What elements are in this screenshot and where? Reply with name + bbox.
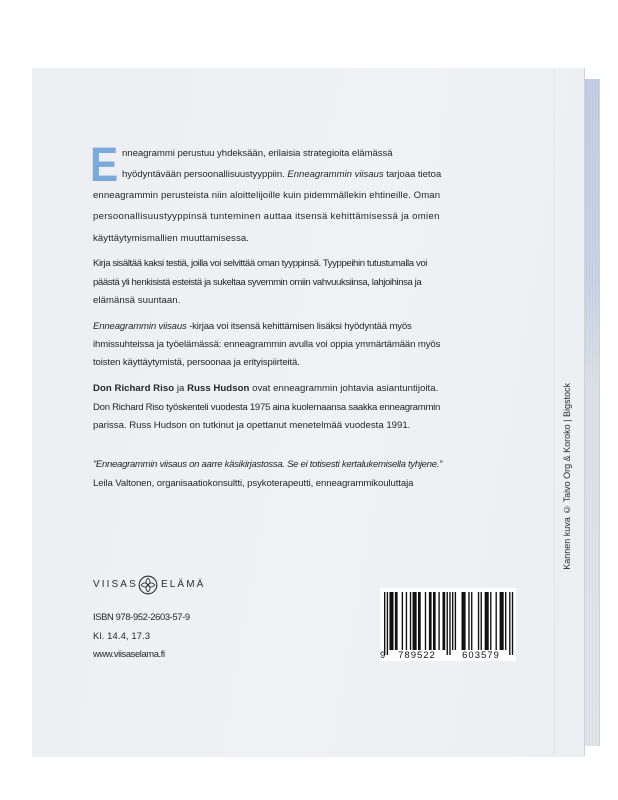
barcode-bar <box>384 592 385 655</box>
barcode-bar <box>512 592 513 655</box>
barcode-bar <box>496 592 497 650</box>
line-text: nneagrammi perustuu yhdeksään, erilaisia strategioita elämässä <box>122 148 393 159</box>
cover-image-credit: Kannen kuva © Taivo Org & Koroko | Bigstock <box>562 383 572 570</box>
paragraph-3-line-1 <box>93 321 412 333</box>
paragraph-1-line-1 <box>122 148 393 160</box>
barcode-bar <box>455 592 456 650</box>
book-title-italic: Enneagrammin viisaus <box>93 321 187 332</box>
line-text: ihmissuhteissa ja työelämässä: enneagrammin avulla voi oppia ymmärtämään myös <box>93 339 441 350</box>
barcode-bar <box>425 592 426 650</box>
author-name-bold: Russ Hudson <box>187 383 250 394</box>
quote-attribution: Leila Valtonen, organisaatiokonsultti, psykoterapeutti, enneagrammikouluttaja <box>93 478 414 489</box>
line-text: persoonallisuustyyppinsä tunteminen auttaa itsensä kehittämisessä ja omien <box>93 211 440 222</box>
barcode-bar <box>418 592 421 650</box>
cover-fold-line <box>554 68 555 756</box>
barcode-bar <box>406 592 407 650</box>
ean-barcode <box>380 588 516 661</box>
barcode-bar <box>447 592 448 655</box>
book-title-italic: Enneagrammin viisaus <box>287 169 384 180</box>
line-text: tarjoaa tietoa <box>383 169 442 180</box>
barcode-bar <box>442 592 445 650</box>
author-name-bold: Don Richard Riso <box>93 383 175 394</box>
line-text: ovat enneagrammin johtavia asiantuntijoita. <box>249 383 439 394</box>
publisher-website: www.viisaselama.fi <box>93 648 165 659</box>
line-text: käyttäytymismallien muuttamisessa. <box>93 233 250 244</box>
paragraph-3-line-3 <box>93 357 300 369</box>
line-text: hyödyntävään persoonallisuustyyppiin. <box>122 169 288 180</box>
line-text: Don Richard Riso työskenteli vuodesta 1975 aina kuolemaansa saakka enneagrammin <box>93 402 441 413</box>
paragraph-4-line-2 <box>93 402 440 414</box>
review-quote: ”Enneagrammin viisaus on aarre käsikirjastossa. Se ei totisesti kertalukemisella tyhjene.” <box>93 459 442 470</box>
barcode-bar <box>485 592 489 650</box>
line-text: elämänsä suuntaan. <box>93 295 181 306</box>
paragraph-1-line-2 <box>122 169 441 181</box>
line-text: Kirja sisältää kaksi testiä, joilla voi selvittää oman tyyppinsä. Tyyppeihin tutustumalla voi <box>93 258 427 269</box>
barcode-bar <box>462 592 466 650</box>
barcode-bar <box>402 592 403 650</box>
barcode-bar <box>452 592 453 650</box>
emblem-petals <box>141 578 155 592</box>
barcode-bar <box>413 592 417 650</box>
barcode-bar <box>438 592 439 650</box>
book-page-edges <box>583 79 600 746</box>
barcode-bar <box>478 592 479 650</box>
barcode-bar <box>395 592 398 650</box>
barcode-bar <box>490 592 491 650</box>
publisher-name-right: ELÄMÄ <box>161 579 206 590</box>
paragraph-1-line-5 <box>93 233 249 245</box>
drop-cap-letter: E <box>90 139 119 192</box>
paragraph-3-line-2 <box>93 339 440 351</box>
barcode-bars <box>384 592 514 655</box>
paragraph-2-line-1 <box>93 258 427 270</box>
barcode-bar <box>505 592 506 650</box>
barcode-bar <box>471 592 472 650</box>
paragraph-2-line-2 <box>93 277 421 289</box>
line-text: päästä yli henkisistä esteistä ja sukeltaa syvemmin omiin vahvuuksiinsa, lahjoihinsa ja <box>93 277 422 288</box>
barcode-bar <box>387 592 388 655</box>
line-text: -kirjaa voi itsensä kehittämisen lisäksi hyödyntää myös <box>186 321 412 332</box>
paragraph-4-line-3 <box>93 420 410 432</box>
line-text: enneagrammin perusteista niin aloittelijoille kuin pidemmällekin ehtineille. Oman <box>93 190 441 201</box>
barcode-left-digits: 789522 <box>398 650 436 661</box>
barcode-first-digit: 9 <box>380 650 386 661</box>
isbn-number: ISBN 978-952-2603-57-9 <box>93 611 190 622</box>
paragraph-4-line-1 <box>93 383 438 395</box>
publisher-name-left: VIISAS <box>93 579 138 590</box>
paragraph-1-line-3 <box>93 190 440 202</box>
paragraph-1-line-4 <box>93 211 440 223</box>
barcode-bar <box>449 592 450 655</box>
barcode-bar <box>410 592 411 650</box>
paragraph-2-line-3 <box>93 295 180 307</box>
barcode-right-digits: 603579 <box>462 650 500 661</box>
barcode-bar <box>500 592 504 650</box>
barcode-bar <box>429 592 432 650</box>
line-text: parissa. Russ Hudson on tutkinut ja opettanut menetelmää vuodesta 1991. <box>93 420 411 431</box>
barcode-bar <box>389 592 393 650</box>
barcode-bar <box>481 592 482 650</box>
barcode-bar <box>433 592 436 650</box>
line-text: toisten käyttäytymistä, persoonaa ja erityispiirteitä. <box>93 357 300 368</box>
line-text: ja <box>174 383 188 394</box>
emblem-petal <box>141 583 148 587</box>
barcode-bar <box>468 592 469 650</box>
library-classification: Kl. 14.4, 17.3 <box>93 630 151 641</box>
barcode-bar <box>509 592 510 655</box>
publisher-emblem-icon <box>138 575 158 595</box>
